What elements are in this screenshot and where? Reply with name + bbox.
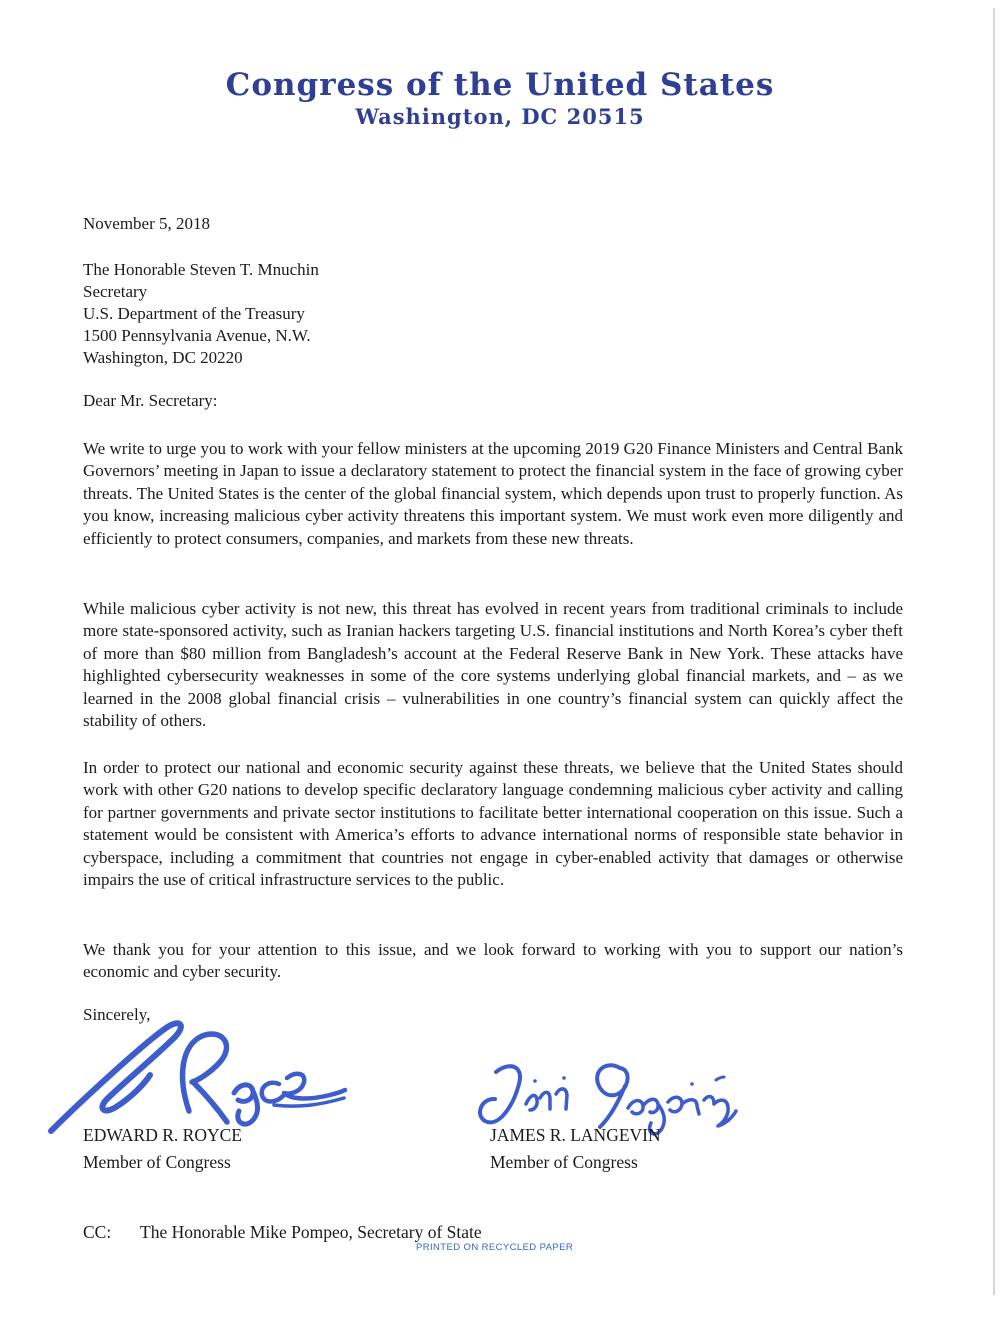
cc-line: [83, 1221, 482, 1243]
signer-royce: [83, 1124, 242, 1173]
paragraph-1: We write to urge you to work with your fellow ministers at the upcoming 2019 G20 Finance Ministers and Central Bank Governors’ meeting in Japan to issue a declaratory statement to protect the financial system in the face of growing cyber threats. The United States is the center of the global financial system, which depends upon trust to properly function. As you know, increasing malicious cyber activity threatens this important system. We must work even more diligently and efficiently to protect consumers, companies, and markets from these new threats.: [83, 439, 903, 548]
recipient-address: [83, 259, 319, 369]
recipient-line: The Honorable Steven T. Mnuchin: [83, 260, 319, 279]
closing: Sincerely,: [83, 1005, 151, 1024]
paragraph-4: We thank you for your attention to this issue, and we look forward to working with you to support our nation’s economic and cyber security.: [83, 940, 903, 982]
signer-langevin: [490, 1124, 661, 1173]
letterhead-subtitle: Washington, DC 20515: [355, 104, 645, 129]
cc-label: CC:: [83, 1222, 112, 1242]
paragraph-2: While malicious cyber activity is not new, this threat has evolved in recent years from traditional criminals to include more state-sponsored activity, such as Iranian hackers targeting U.S. financial institutions and North Korea’s cyber theft of more than $80 million from Bangladesh’s account at the Federal Reserve Bank in New York. These attacks have highlighted cybersecurity weaknesses in some of the core systems underlying global financial markets, and – as we learned in the 2008 global financial crisis – vulnerabilities in one country’s financial system can quickly affect the stability of others.: [83, 599, 903, 731]
signer-title: Member of Congress: [83, 1152, 231, 1172]
paragraph-3: In order to protect our national and economic security against these threats, we believe that the United States should work with other G20 nations to develop specific declaratory language condemning malicious cyber activity and calling for partner governments and private sector institutions to facilitate better international cooperation on this issue. Such a statement would be consistent with America’s efforts to advance international norms of responsible state behavior in cyberspace, including a commitment that countries not engage in cyber-enabled activity that damages or otherwise impairs the use of critical infrastructure services to the public.: [83, 758, 903, 890]
signer-name: EDWARD R. ROYCE: [83, 1125, 242, 1145]
scan-edge-artifact: [993, 8, 995, 1295]
recipient-line: Washington, DC 20220: [83, 348, 243, 367]
cc-text: The Honorable Mike Pompeo, Secretary of State: [140, 1222, 482, 1242]
recipient-line: Secretary: [83, 282, 148, 301]
edward-royce-signature: [48, 1012, 348, 1134]
signer-name: JAMES R. LANGEVIN: [490, 1125, 661, 1145]
letterhead-title: Congress of the United States: [225, 67, 775, 103]
recycled-paper-note: PRINTED ON RECYCLED PAPER: [416, 1242, 574, 1253]
dateline: November 5, 2018: [83, 214, 211, 233]
letterhead: [0, 68, 1000, 130]
salutation: Dear Mr. Secretary:: [83, 391, 218, 410]
recipient-line: 1500 Pennsylvania Avenue, N.W.: [83, 326, 311, 345]
recipient-line: U.S. Department of the Treasury: [83, 304, 305, 323]
signer-title: Member of Congress: [490, 1152, 638, 1172]
